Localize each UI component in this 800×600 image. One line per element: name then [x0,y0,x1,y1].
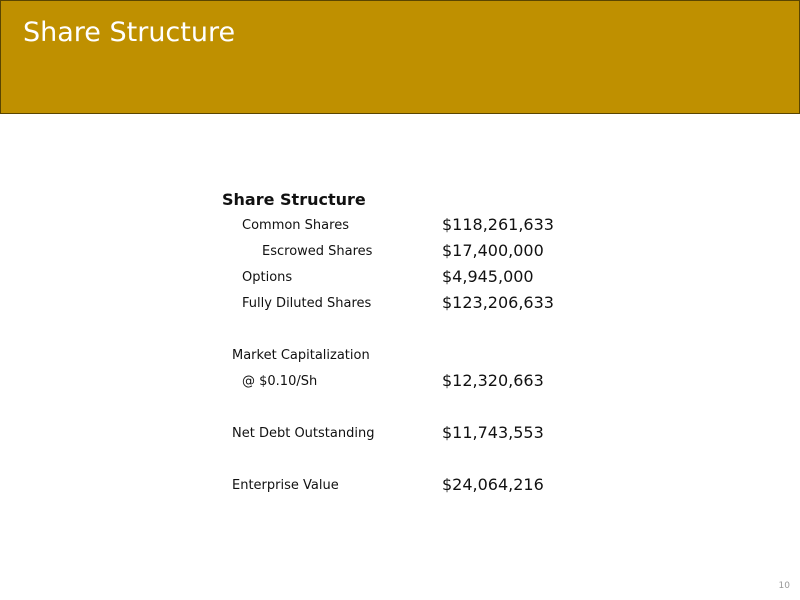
title-bar [0,0,800,114]
escrowed-shares-value: $17,400,000 [442,241,544,260]
common-shares-value: $118,261,633 [442,215,554,234]
slide-title: Share Structure [23,17,236,48]
fully-diluted-shares-value: $123,206,633 [442,293,554,312]
options-value: $4,945,000 [442,267,534,286]
net-debt-value: $11,743,553 [442,423,544,442]
enterprise-value-label: Enterprise Value [232,478,339,493]
market-cap-price-label: @ $0.10/Sh [242,374,318,389]
common-shares-label: Common Shares [242,218,349,233]
market-cap-label: Market Capitalization [232,348,370,363]
net-debt-label: Net Debt Outstanding [232,426,375,441]
escrowed-shares-label: Escrowed Shares [262,244,373,259]
fully-diluted-shares-label: Fully Diluted Shares [242,296,372,311]
enterprise-value-value: $24,064,216 [442,475,544,494]
page-number: 10 [778,581,790,591]
options-label: Options [242,270,293,285]
share-structure-heading: Share Structure [222,190,366,209]
market-cap-value: $12,320,663 [442,371,544,390]
